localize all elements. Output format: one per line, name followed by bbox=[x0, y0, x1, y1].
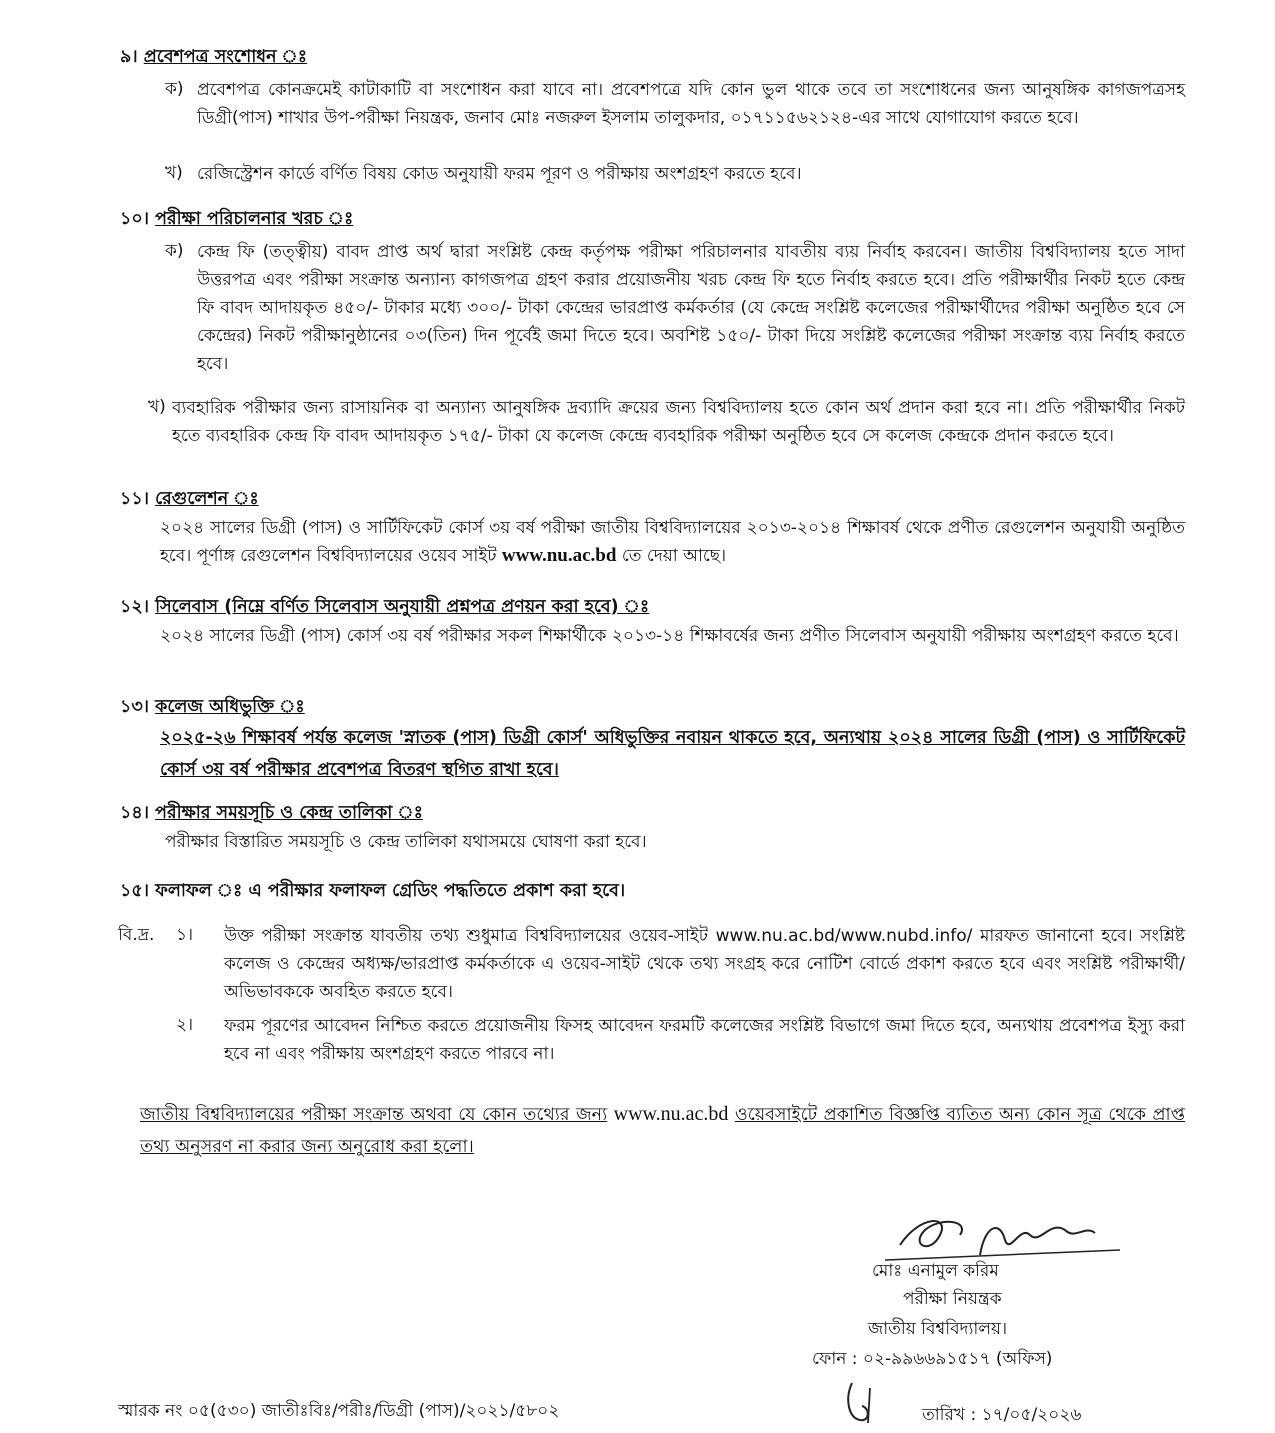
section-14-title: পরীক্ষার সময়সূচি ও কেন্দ্র তালিকা ঃ bbox=[155, 803, 423, 823]
section-12-text: ২০২৪ সালের ডিগ্রী (পাস) কোর্স ৩য় বর্ষ পরীক্ষার সকল শিক্ষার্থীকে ২০১৩-১৪ শিক্ষাবর্ষের জন্য প্রণীত সিলেবাস অনুযায়ী পরীক্ষায় অংশগ্রহণ করতে হবে। bbox=[160, 626, 1179, 646]
note-label: ১। bbox=[176, 925, 194, 945]
initials-mark-icon bbox=[840, 1378, 890, 1428]
section-10-number: ১০। bbox=[120, 209, 149, 229]
section-10-heading bbox=[120, 206, 353, 235]
advisory-text-start: জাতীয় বিশ্ববিদ্যালয়ের পরীক্ষা সংক্রান্ত অথবা যে কোন তথ্যের জন্য bbox=[140, 1105, 608, 1125]
advisory-text bbox=[140, 1098, 1185, 1163]
note-2 bbox=[176, 1012, 1185, 1072]
section-12-number: ১২। bbox=[120, 597, 149, 617]
section-14-text: পরীক্ষার বিস্তারিত সময়সূচি ও কেন্দ্র তালিকা যথাসময়ে ঘোষণা করা হবে। bbox=[165, 832, 647, 852]
item-label: ক) bbox=[165, 79, 184, 99]
section-15-heading bbox=[120, 878, 625, 907]
item-text: কেন্দ্র ফি (তত্ত্বীয়) বাবদ প্রাপ্ত অর্থ দ্বারা সংশ্লিষ্ট কেন্দ্র কর্তৃপক্ষ পরীক্ষা পরিচালনার যাবতীয় ব্যয় নির্বাহ করবেন। জাতীয় বিশ্ববিদ্যালয় হতে সাদা উত্তরপত্র এবং পরীক্ষা সংক্রান্ত অন্যান্য কাগজপত্র গ্রহণ করার প্রয়োজনীয় খরচ কেন্দ্র ফি হতে নির্বাহ করতে হবে। প্রতি পরীক্ষার্থীর নিকট হতে কেন্দ্র ফি বাবদ আদায়কৃত ৪৫০/- টাকার মধ্যে ৩০০/- টাকা কেন্দ্রের ভারপ্রাপ্ত কর্মকর্তার (যে কেন্দ্রে সংশ্লিষ্ট কলেজের পরীক্ষার্থীদের পরীক্ষা অনুষ্ঠিত হবে সে কেন্দ্রের) নিকট পরীক্ষানুষ্ঠানের ০৩(তিন) দিন পূর্বেই জমা দিতে হবে। অবশিষ্ট ১৫০/- টাকা দিয়ে সংশ্লিষ্ট কলেজের পরীক্ষা সংক্রান্ত ব্যয় নির্বাহ করতে হবে। bbox=[197, 242, 1185, 374]
item-text: ব্যবহারিক পরীক্ষার জন্য রাসায়নিক বা অন্যান্য আনুষঙ্গিক দ্রব্যাদি ক্রয়ের জন্য বিশ্ববিদ্যালয় হতে কোন অর্থ প্রদান করা হবে না। প্রতি পরীক্ষার্থীর নিকট হতে ব্যবহারিক কেন্দ্র ফি বাবদ আদায়কৃত ১৭৫/- টাকা যে কলেজ কেন্দ্রে ব্যবহারিক পরীক্ষা অনুষ্ঠিত হবে সে কলেজ কেন্দ্রকে প্রদান করতে হবে। bbox=[172, 398, 1185, 446]
item-text: প্রবেশপত্র কোনক্রমেই কাটাকাটি বা সংশোধন করা যাবে না। প্রবেশপত্রে যদি কোন ভুল থাকে তবে তা সংশোধনের জন্য আনুষঙ্গিক কাগজপত্রসহ ডিগ্রী(পাস) শাখার উপ-পরীক্ষা নিয়ন্ত্রক, জনাব মোঃ নজরুল ইসলাম তালুকদার, ০১৭১১৫৬২১২৪-এর সাথে যোগাযোগ করতে হবে। bbox=[197, 80, 1185, 128]
section-9-item-b bbox=[165, 160, 1185, 188]
item-text: রেজিস্ট্রেশন কার্ডে বর্ণিত বিষয় কোড অনুযায়ী ফরম পূরণ ও পরীক্ষায় অংশগ্রহণ করতে হবে। bbox=[197, 164, 802, 184]
section-13-number: ১৩। bbox=[120, 697, 149, 717]
section-9-number: ৯। bbox=[120, 47, 138, 67]
section-13-text: ২০২৫-২৬ শিক্ষাবর্ষ পর্যন্ত কলেজ 'স্নাতক (পাস) ডিগ্রী কোর্স' অধিভুক্তির নবায়ন থাকতে হবে, অন্যথায় ২০২৪ সালের ডিগ্রী (পাস) ও সার্টিফিকেট কোর্স ৩য় বর্ষ পরীক্ষার প্রবেশপত্র বিতরণ স্থগিত রাখা হবে। bbox=[160, 728, 1185, 780]
advisory-text-end: ওয়েবসাইটে প্রকাশিত বিজ্ঞপ্তি ব্যতিত অন্য কোন সূত্র থেকে প্রাপ্ত তথ্য অনুসরণ না করার জন্য অনুরোধ করা হলো। bbox=[140, 1105, 1185, 1157]
website-link[interactable]: www.nu.ac.bd bbox=[501, 545, 617, 566]
note-prefix: বি.দ্র. bbox=[118, 925, 155, 945]
note-label: ২। bbox=[176, 1015, 194, 1035]
section-13-title: কলেজ অধিভুক্তি ঃ bbox=[155, 697, 305, 717]
item-label: খ) bbox=[165, 163, 183, 183]
regulation-text-end: তে দেয়া আছে। bbox=[621, 546, 727, 566]
advisory-website-link[interactable]: www.nu.ac.bd bbox=[613, 1103, 729, 1125]
signatory-designation: পরীক্ষা নিয়ন্ত্রক bbox=[903, 1289, 1002, 1309]
section-10-item-a bbox=[165, 238, 1185, 378]
note-text: উক্ত পরীক্ষা সংক্রান্ত যাবতীয় তথ্য শুধুমাত্র বিশ্ববিদ্যালয়ের ওয়েব-সাইট www.nu.ac.bd/www.nubd.info/ মারফত জানানো হবে। সংশ্লিষ্ট কলেজ ও কেন্দ্রের অধ্যক্ষ/ভারপ্রাপ্ত কর্মকর্তাকে এ ওয়েব-সাইট থেকে তথ্য সংগ্রহ করে নোটিশ বোর্ডে প্রকাশ করতে হবে এবং সংশ্লিষ্ট পরীক্ষার্থী/অভিভাবককে অবহিত করতে হবে। bbox=[224, 926, 1185, 1002]
section-9-item-a bbox=[165, 76, 1185, 156]
section-10-item-b bbox=[148, 394, 1185, 478]
section-10-title: পরীক্ষা পরিচালনার খরচ ঃ bbox=[155, 209, 354, 229]
section-9-title: প্রবেশপত্র সংশোধন ঃ bbox=[143, 47, 308, 67]
memo-number: স্মারক নং ০৫(৫৩০) জাতীঃবিঃ/পরীঃ/ডিগ্রী (পাস)/২০২১/৫৮০২ bbox=[118, 1401, 560, 1421]
section-15-title: ফলাফল ঃ এ পরীক্ষার ফলাফল গ্রেডিং পদ্ধতিতে প্রকাশ করা হবে। bbox=[155, 881, 626, 901]
signatory-institution: জাতীয় বিশ্ববিদ্যালয়। bbox=[868, 1319, 1008, 1339]
section-11-title: রেগুলেশন ঃ bbox=[155, 489, 259, 509]
note-text: ফরম পূরণের আবেদন নিশ্চিত করতে প্রয়োজনীয় ফিসহ আবেদন ফরমটি কলেজের সংশ্লিষ্ট বিভাগে জমা দিতে হবে, অন্যথায় প্রবেশপত্র ইস্যু করা হবে না এবং পরীক্ষায় অংশগ্রহণ করতে পারবে না। bbox=[224, 1016, 1185, 1064]
section-11-number: ১১। bbox=[120, 489, 149, 509]
section-11-heading bbox=[120, 486, 259, 515]
item-label: ক) bbox=[165, 241, 184, 261]
section-13-heading bbox=[120, 694, 305, 723]
section-14-heading bbox=[120, 800, 423, 829]
regulation-text: ২০২৪ সালের ডিগ্রী (পাস) ও সার্টিফিকেট কোর্স ৩য় বর্ষ পরীক্ষা জাতীয় বিশ্ববিদ্যালয়ের ২০১৩-২০১৪ শিক্ষাবর্ষ থেকে প্রণীত রেগুলেশন অনুযায়ী অনুষ্ঠিত হবে। পূর্ণাঙ্গ রেগুলেশন বিশ্ববিদ্যালয়ের ওয়েব সাইট bbox=[160, 518, 1185, 566]
section-9-heading bbox=[120, 44, 307, 73]
note-1 bbox=[118, 922, 1185, 1012]
section-11-text bbox=[160, 514, 1185, 570]
signatory-name: মোঃ এনামুল করিম bbox=[872, 1261, 999, 1281]
item-label: খ) bbox=[148, 397, 166, 417]
section-12-heading bbox=[120, 594, 649, 623]
section-14-number: ১৪। bbox=[120, 803, 149, 823]
section-15-number: ১৫। bbox=[120, 881, 149, 901]
notice-date: তারিখ : ১৭/০৫/২০২৬ bbox=[922, 1405, 1082, 1425]
signatory-phone: ফোন : ০২-৯৯৬৬৯১৫১৭ (অফিস) bbox=[812, 1349, 1053, 1369]
section-12-title: সিলেবাস (নিম্নে বর্ণিত সিলেবাস অনুযায়ী প্রশ্নপত্র প্রণয়ন করা হবে) ঃ bbox=[155, 597, 650, 617]
